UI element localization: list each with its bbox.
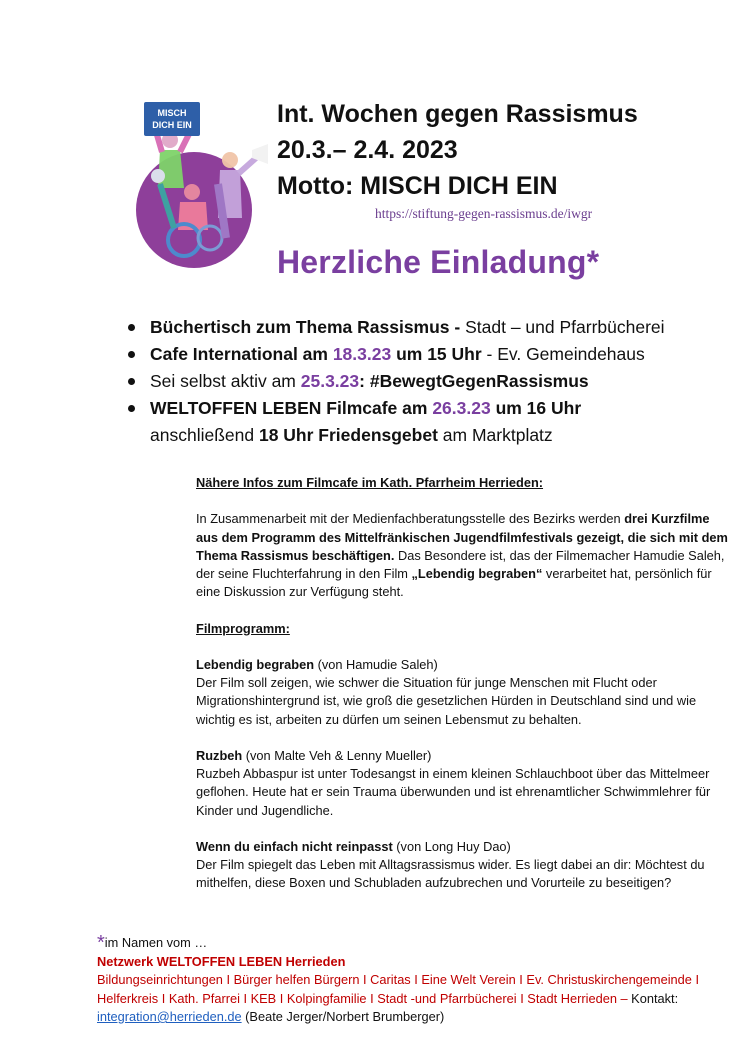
film-entry: Ruzbeh (von Malte Veh & Lenny Mueller) Ruzbeh Abbaspur ist unter Todesangst in einem kleinen Schlauchboot über das Mittelmeer geflohen. Heute hat er sein Trauma überwunden und ist ehrenamtlicher Schwimmlehrer für Kinder und Jugendliche.: [196, 747, 711, 818]
program-heading: Filmprogramm:: [196, 620, 290, 636]
bullet-icon: [128, 405, 135, 412]
title-line-2: 20.3.– 2.4. 2023: [277, 136, 458, 164]
invitation-heading: Herzliche Einladung*: [277, 244, 600, 280]
on-behalf-text: im Namen vom …: [104, 935, 208, 950]
network-members: Bildungseinrichtungen I Bürger helfen Bürgern I Caritas I Eine Welt Verein I Ev. Christuskirchengemeinde I Helferkreis I Kath. Pfarrei I KEB I Kolpingfamilie I Stadt -und Pfarrbücherei I Stadt Herrieden – Kontakt: integration@herrieden.de (Beate Jerger/Norbert Brumberger): [97, 972, 700, 1024]
event-item: Büchertisch zum Thema Rassismus - Stadt – und Pfarrbücherei: [126, 314, 736, 341]
campaign-url[interactable]: https://stiftung-gegen-rassismus.de/iwgr: [375, 206, 593, 221]
intro-paragraph: In Zusammenarbeit mit der Medienfachberatungsstelle des Bezirks werden drei Kurzfilme aus dem Programm des Mittelfränkischen Jugendfilmfestivals gezeigt, die sich mit dem Thema Rassismus beschäftigen. Das Besondere ist, das der Filmemacher Hamudie Saleh, der seine Fluchterfahrung in den Film „Lebendig begraben“ verarbeitet hat, persönlich für eine Diskussion zur Verfügung steht.: [196, 511, 728, 600]
event-list: [126, 314, 736, 449]
event-item: WELTOFFEN LEBEN Filmcafe am 26.3.23 um 16 Uhr anschließend 18 Uhr Friedensgebet am Marktplatz: [126, 395, 736, 449]
network-name: Netzwerk WELTOFFEN LEBEN Herrieden: [97, 953, 346, 969]
asterisk-mark: *: [97, 932, 105, 954]
bullet-icon: [128, 324, 135, 331]
bullet-icon: [128, 378, 135, 385]
film-entry: Wenn du einfach nicht reinpasst (von Long Huy Dao) Der Film spiegelt das Leben mit Alltagsrassismus wider. Es liegt dabei an dir: Möchtest du mithelfen, diese Boxen und Schubladen aufzubrechen und Vorurteile zu beseitigen?: [196, 838, 705, 891]
title-line-1: Int. Wochen gegen Rassismus: [277, 100, 638, 128]
title-line-3: Motto: MISCH DICH EIN: [277, 172, 558, 200]
header: [277, 96, 737, 221]
event-item: Cafe International am 18.3.23 um 15 Uhr - Ev. Gemeindehaus: [126, 341, 736, 368]
contact-email-link[interactable]: integration@herrieden.de: [97, 1009, 242, 1024]
details-heading: Nähere Infos zum Filmcafe im Kath. Pfarrheim Herrieden:: [196, 475, 544, 490]
event-item: Sei selbst aktiv am 25.3.23: #BewegtGegenRassismus: [126, 368, 736, 395]
film-cafe-details: [196, 474, 731, 893]
bullet-icon: [128, 351, 135, 358]
logo-sign-line2: DICH EIN: [152, 120, 192, 130]
film-entry: Lebendig begraben (von Hamudie Saleh) Der Film soll zeigen, wie schwer die Situation für junge Menschen mit Flucht oder Migrationshintergrund ist, wie groß die gesetzlichen Hürden in Deutschland sind und wie wichtig es ist, arbeiten zu dürfen um seinen Lebensmut zu behalten.: [196, 656, 697, 727]
logo-sign-line1: MISCH: [157, 108, 187, 118]
footer: [97, 934, 737, 1027]
misch-dich-ein-logo: [122, 88, 272, 268]
